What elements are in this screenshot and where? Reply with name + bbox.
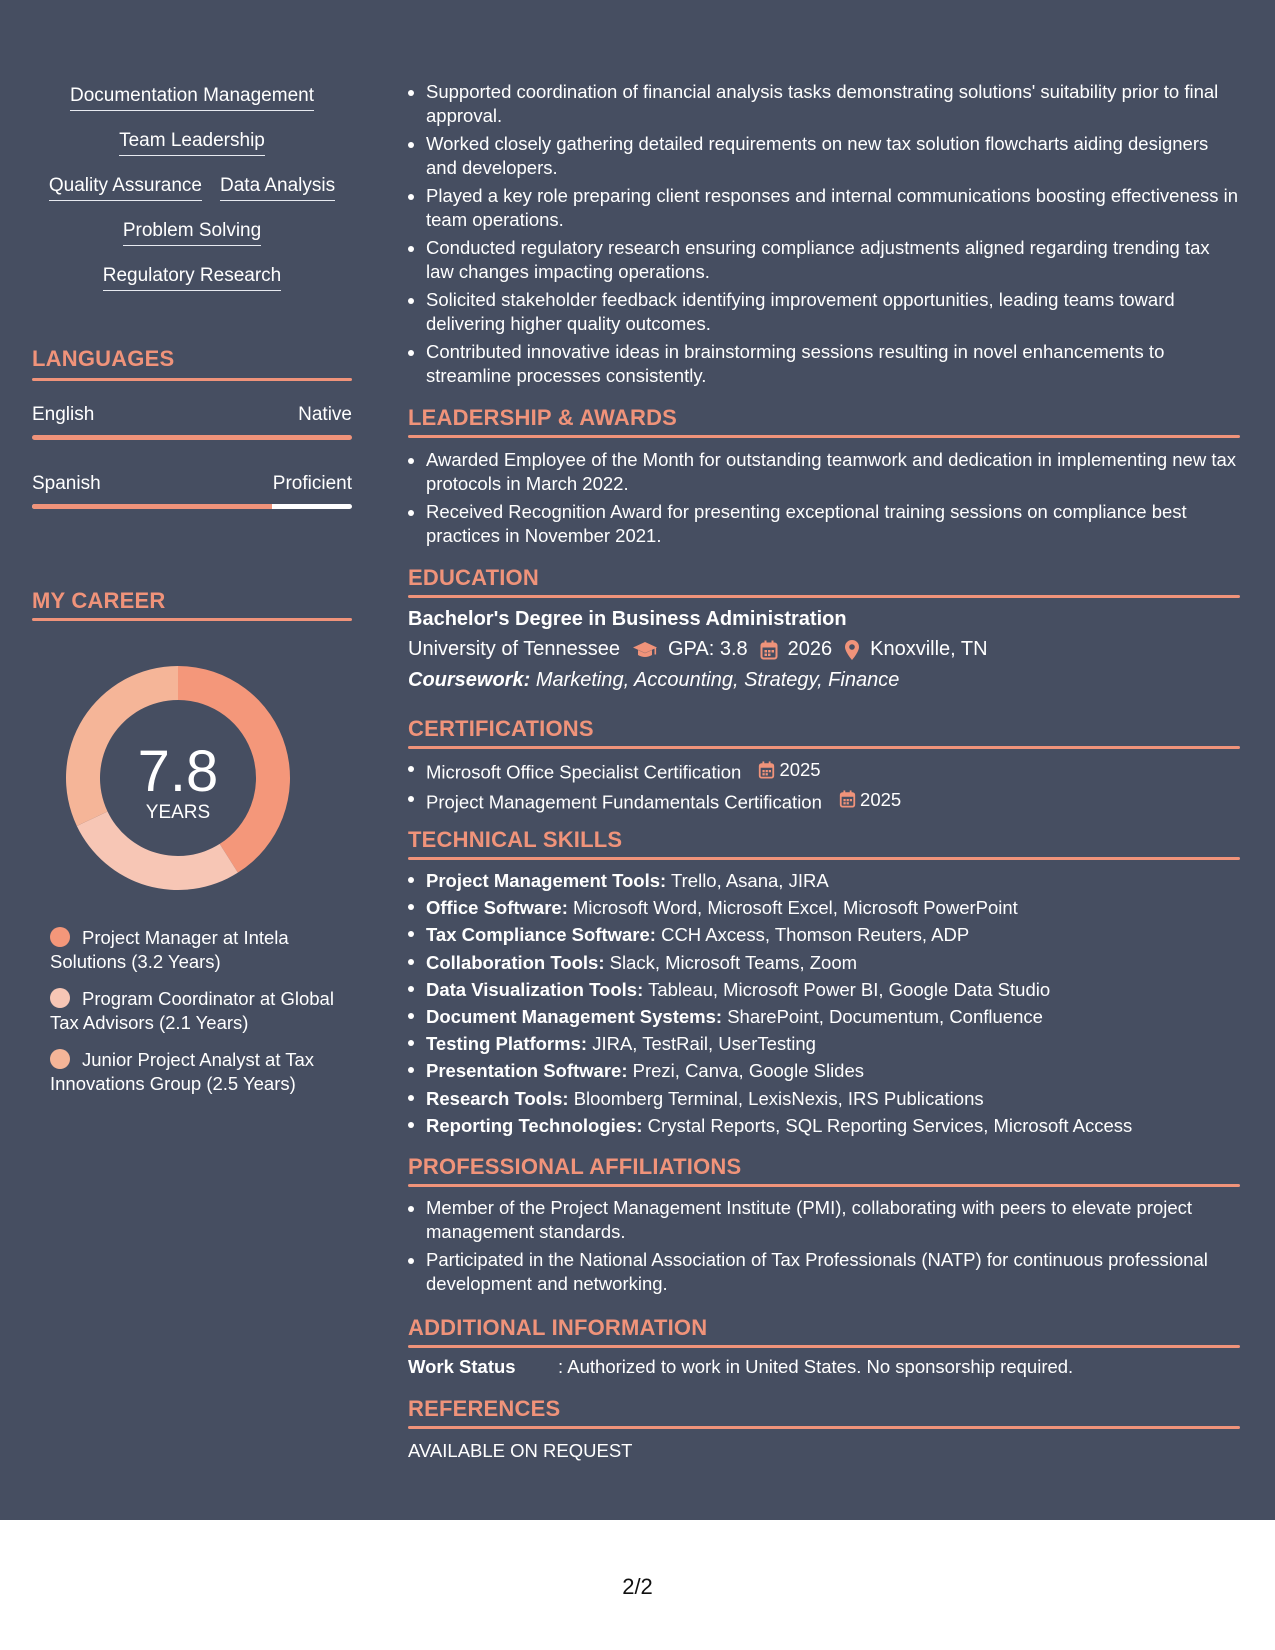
experience-bullet: Supported coordination of financial analysis tasks demonstrating solutions' suitability prior to final approval.: [408, 80, 1240, 128]
work-status: [408, 1356, 1073, 1378]
leadership-rule: [408, 435, 1240, 438]
tech-skill-item: [408, 949, 1240, 976]
tech-skill-label: Project Management Tools:: [426, 870, 667, 891]
coursework-value: Marketing, Accounting, Strategy, Finance: [535, 669, 900, 691]
tech-skill-item: [408, 1085, 1240, 1112]
career-total-years: 7.8: [137, 739, 219, 804]
skill-tag: Documentation Management: [70, 84, 314, 111]
education-rule: [408, 595, 1240, 598]
references-heading: REFERENCES: [408, 1396, 561, 1421]
leadership-heading: LEADERSHIP & AWARDS: [408, 405, 678, 430]
work-status-label: Work Status: [408, 1356, 516, 1377]
certifications-rule: [408, 746, 1240, 749]
certification-item: [408, 786, 1240, 816]
additional-info-heading: ADDITIONAL INFORMATION: [408, 1315, 708, 1340]
tech-skill-value: Slack, Microsoft Teams, Zoom: [609, 951, 858, 973]
tech-skill-value: CCH Axcess, Thomson Reuters, ADP: [661, 924, 970, 946]
legend-dot: [50, 988, 70, 1008]
leadership-list: [408, 448, 1240, 548]
education-heading: EDUCATION: [408, 565, 539, 590]
references-text: AVAILABLE ON REQUEST: [408, 1440, 633, 1461]
language-level: Native: [298, 404, 352, 425]
tech-skill-label: Tax Compliance Software:: [426, 924, 656, 946]
career-legend-item: [50, 987, 340, 1035]
skill-tag: Data Analysis: [220, 174, 335, 201]
experience-bullet: Worked closely gathering detailed requirements on new tax solution flowcharts aiding designers and developers.: [408, 132, 1240, 180]
tech-skill-item: [408, 867, 1240, 894]
leadership-item: Awarded Employee of the Month for outstanding teamwork and dedication in implementing new tax protocols in March 2022.: [408, 448, 1240, 496]
career-heading: MY CAREER: [32, 588, 166, 613]
certification-year: 2025: [779, 759, 821, 780]
career-legend: [50, 926, 340, 1109]
references-rule: [408, 1426, 1240, 1429]
tech-skill-item: [408, 894, 1240, 921]
tech-skill-label: Reporting Technologies:: [426, 1114, 643, 1136]
tech-skill-item: [408, 1003, 1240, 1030]
calendar-icon: [758, 761, 775, 779]
tech-skill-item: [408, 1057, 1240, 1084]
tech-skill-value: Crystal Reports, SQL Reporting Services, Microsoft Access: [647, 1114, 1133, 1136]
language-item-english: [32, 404, 352, 440]
tech-skill-label: Office Software:: [426, 897, 568, 919]
affiliations-rule: [408, 1184, 1240, 1187]
tech-skill-value: Trello, Asana, JIRA: [671, 870, 829, 891]
language-bar-fill: [32, 504, 272, 509]
certifications-list: [408, 756, 1240, 815]
tech-skill-item: [408, 1112, 1240, 1139]
tech-skill-value: Prezi, Canva, Google Slides: [632, 1060, 865, 1082]
language-name: English: [32, 404, 95, 425]
technical-skills-heading: TECHNICAL SKILLS: [408, 827, 623, 852]
coursework-label: Coursework:: [408, 669, 531, 691]
skill-tags: [32, 84, 352, 309]
education-school: University of Tennessee: [408, 638, 620, 660]
experience-bullet: Contributed innovative ideas in brainstorming sessions resulting in novel enhancements to streamline processes consistently.: [408, 340, 1240, 388]
experience-bullet: Solicited stakeholder feedback identifying improvement opportunities, leading teams toward delivering higher quality outcomes.: [408, 288, 1240, 336]
skill-tag: Regulatory Research: [103, 264, 281, 291]
calendar-icon: [839, 790, 856, 808]
certifications-heading: CERTIFICATIONS: [408, 716, 594, 741]
affiliation-item: Participated in the National Association of Tax Professionals (NATP) for continuous professional development and networking.: [408, 1248, 1240, 1296]
tech-skill-item: [408, 921, 1240, 948]
tech-skill-value: SharePoint, Documentum, Confluence: [727, 1006, 1043, 1028]
legend-dot: [50, 1049, 70, 1069]
technical-skills-rule: [408, 857, 1240, 860]
tech-skill-value: Tableau, Microsoft Power BI, Google Data Studio: [648, 978, 1051, 1000]
career-legend-text: Project Manager at Intela Solutions (3.2 Years): [50, 927, 289, 972]
career-legend-text: Program Coordinator at Global Tax Advisors (2.1 Years): [50, 988, 334, 1033]
work-status-value: : Authorized to work in United States. No sponsorship required.: [558, 1356, 1074, 1377]
certification-year: 2025: [860, 788, 902, 810]
affiliations-list: [408, 1196, 1240, 1296]
location-pin-icon: [844, 639, 860, 661]
language-item-spanish: [32, 473, 352, 509]
experience-bullet: Played a key role preparing client responses and internal communications boosting effectiveness in team operations.: [408, 184, 1240, 232]
education-details: [408, 638, 988, 661]
tech-skill-label: Collaboration Tools:: [426, 951, 605, 973]
education-gpa: GPA: 3.8: [667, 638, 748, 660]
certification-name: Microsoft Office Specialist Certification: [426, 761, 742, 783]
affiliation-item: Member of the Project Management Institute (PMI), collaborating with peers to elevate project management standards.: [408, 1196, 1240, 1244]
language-name: Spanish: [32, 473, 101, 494]
tech-skill-label: Data Visualization Tools:: [426, 978, 644, 1000]
technical-skills-list: [408, 867, 1240, 1139]
career-rule: [32, 618, 352, 621]
page-number: 2/2: [622, 1574, 653, 1599]
tech-skill-value: JIRA, TestRail, UserTesting: [592, 1033, 816, 1055]
additional-info-rule: [408, 1345, 1240, 1348]
experience-bullets: [408, 80, 1240, 388]
skill-tag: Problem Solving: [123, 219, 261, 246]
leadership-item: Received Recognition Award for presenting exceptional training sessions on compliance best practices in November 2021.: [408, 500, 1240, 548]
career-years-label: YEARS: [145, 802, 211, 823]
language-level: Proficient: [272, 473, 352, 494]
experience-bullet: Conducted regulatory research ensuring compliance adjustments aligned regarding trending tax law changes impacting operations.: [408, 236, 1240, 284]
tech-skill-value: Bloomberg Terminal, LexisNexis, IRS Publications: [573, 1087, 984, 1109]
graduation-cap-icon: [632, 640, 658, 660]
skill-tag: Team Leadership: [119, 129, 265, 156]
skill-tag: Quality Assurance: [49, 174, 202, 201]
career-donut-chart: [66, 666, 290, 890]
career-legend-text: Junior Project Analyst at Tax Innovations Group (2.5 Years): [50, 1049, 315, 1094]
education-degree: Bachelor's Degree in Business Administration: [408, 608, 847, 630]
career-legend-item: [50, 1048, 340, 1096]
education-coursework: [408, 669, 899, 692]
tech-skill-label: Document Management Systems:: [426, 1006, 723, 1028]
education-location: Knoxville, TN: [870, 638, 988, 660]
tech-skill-label: Testing Platforms:: [426, 1033, 588, 1055]
certification-name: Project Management Fundamentals Certification: [426, 791, 822, 812]
education-year: 2026: [787, 638, 833, 660]
career-legend-item: [50, 926, 340, 974]
tech-skill-item: [408, 976, 1240, 1003]
affiliations-heading: PROFESSIONAL AFFILIATIONS: [408, 1154, 742, 1179]
language-bar: [32, 435, 352, 440]
legend-dot: [50, 927, 70, 947]
tech-skill-value: Microsoft Word, Microsoft Excel, Microsoft PowerPoint: [573, 897, 1018, 919]
language-bar-fill: [32, 435, 352, 440]
tech-skill-label: Research Tools:: [426, 1087, 569, 1109]
tech-skill-item: [408, 1030, 1240, 1057]
tech-skill-label: Presentation Software:: [426, 1060, 628, 1082]
languages-heading: LANGUAGES: [32, 346, 175, 371]
calendar-icon: [760, 640, 778, 660]
languages-rule: [32, 378, 352, 381]
certification-item: [408, 756, 1240, 786]
language-bar: [32, 504, 352, 509]
